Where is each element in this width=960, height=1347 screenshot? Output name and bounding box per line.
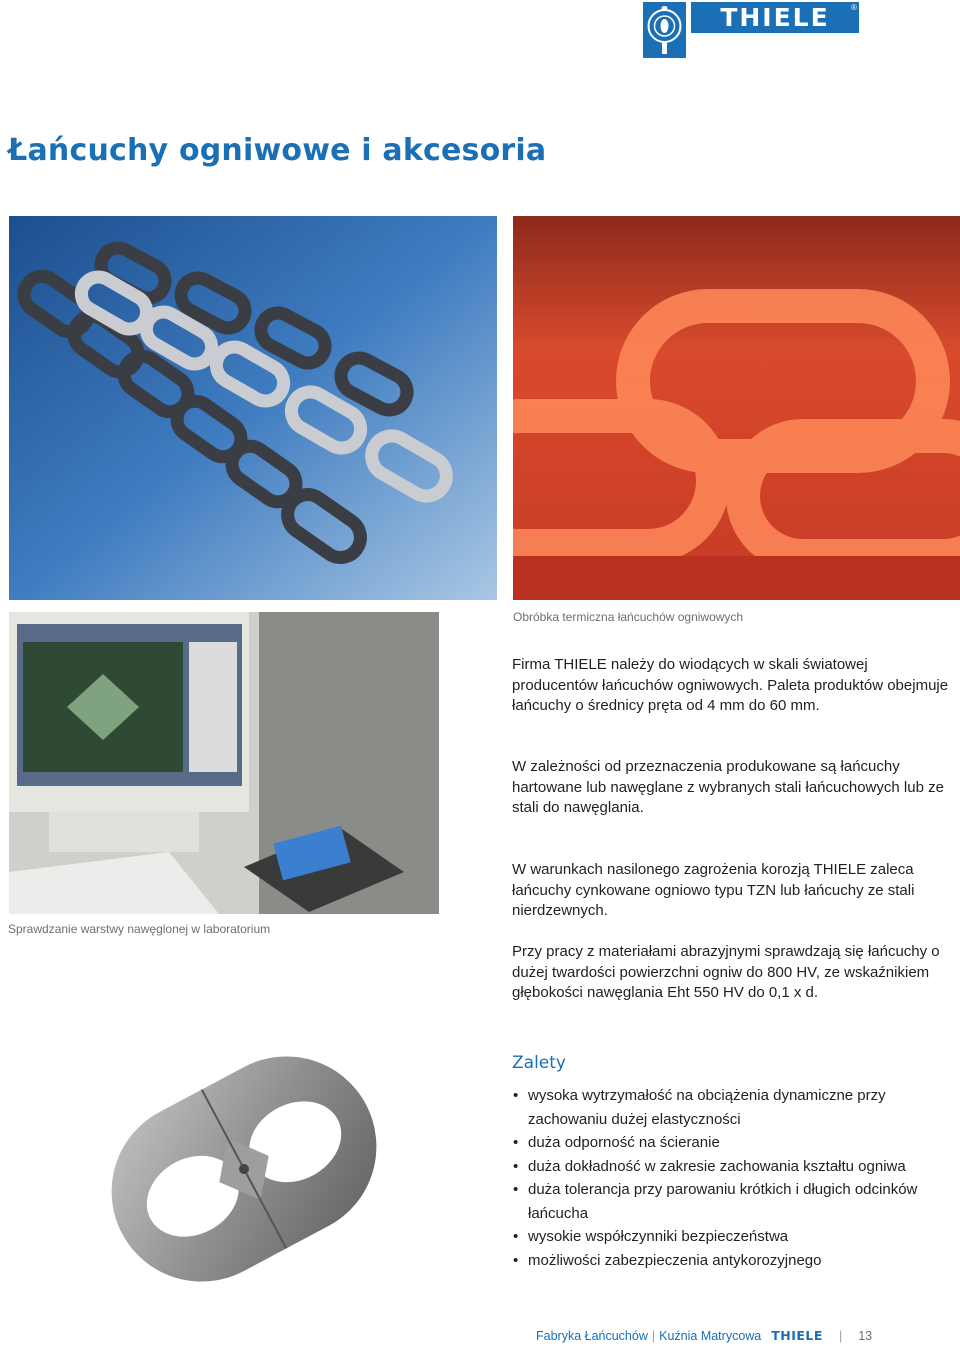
list-item: [512, 1084, 952, 1131]
thiele-emblem-logo: [643, 2, 686, 58]
bullet: •: [513, 1157, 519, 1175]
chains-photo: [9, 216, 497, 600]
heat-treatment-photo: [513, 216, 960, 600]
thiele-wordmark-logo: THIELE: [691, 2, 859, 33]
list-item: [512, 1225, 952, 1249]
heat-treatment-caption: Obróbka termiczna łańcuchów ogniwowych: [513, 610, 744, 624]
list-item-text: wysoka wytrzymałość na obciążenia dynamiczne przy zachowaniu dużej elastyczności: [528, 1087, 886, 1128]
footer-separator: |: [651, 1329, 656, 1343]
abrasion-paragraph: Przy pracy z materiałami abrazyjnymi sprawdzają się łańcuchy o dużej twardości powierzchni ogniw do 800 HV, ze wskaźnikiem głębokości nawęglania Eht 550 HV do 0,1 x d.: [512, 943, 940, 1001]
list-item-text: wysokie współczynniki bezpieczeństwa: [528, 1228, 789, 1245]
list-item: [512, 1155, 952, 1179]
corrosion-paragraph: W warunkach nasilonego zagrożenia korozją THIELE zaleca łańcuchy cynkowane ogniowo typu TZN lub łańcuchy ze stali nierdzewnych.: [512, 861, 915, 919]
bullet: •: [513, 1087, 519, 1104]
list-item-text: duża odporność na ścieranie: [528, 1134, 720, 1151]
page-title: Łańcuchy ogniwowe i akcesoria: [8, 133, 547, 168]
list-item-text: duża dokładność w zakresie zachowania kształtu ogniwa: [528, 1157, 906, 1175]
list-item-text: możliwości zabezpieczenia antykorozyjnego: [528, 1251, 822, 1269]
bullet: •: [513, 1251, 519, 1269]
bullet: •: [513, 1181, 519, 1198]
intro-paragraph: Firma THIELE należy do wiodących w skali światowej producentów łańcuchów ogniwowych. Paleta produktów obejmuje łańcuchy o średnicy pręta od 4 mm do 60 mm.: [512, 656, 949, 714]
list-item: [512, 1131, 952, 1155]
list-item: [512, 1249, 952, 1273]
page-footer: [536, 1328, 872, 1343]
footer-factory-label: Fabryka Łańcuchów: [536, 1329, 648, 1343]
page-number: 13: [858, 1329, 873, 1343]
footer-brand: THIELE: [771, 1328, 823, 1343]
laboratory-caption: Sprawdzanie warstwy nawęglonej w laboratorium: [8, 922, 271, 936]
laboratory-photo: [9, 612, 439, 914]
chain-connector-photo: [96, 1024, 392, 1314]
advantages-list: [512, 1084, 952, 1272]
footer-separator-2: |: [838, 1329, 843, 1343]
hardening-paragraph: W zależności od przeznaczenia produkowane są łańcuchy hartowane lub nawęglane z wybranych stali łańcuchowych lub ze stali do nawęglania.: [512, 758, 944, 816]
bullet: •: [513, 1134, 519, 1151]
list-item: [512, 1178, 952, 1225]
list-item-text: duża tolerancja przy parowaniu krótkich i długich odcinków łańcucha: [528, 1181, 918, 1222]
advantages-heading: Zalety: [512, 1053, 566, 1073]
footer-forge-label: Kuźnia Matrycowa: [659, 1329, 762, 1343]
bullet: •: [513, 1228, 519, 1245]
registered-mark: ®: [851, 3, 857, 12]
